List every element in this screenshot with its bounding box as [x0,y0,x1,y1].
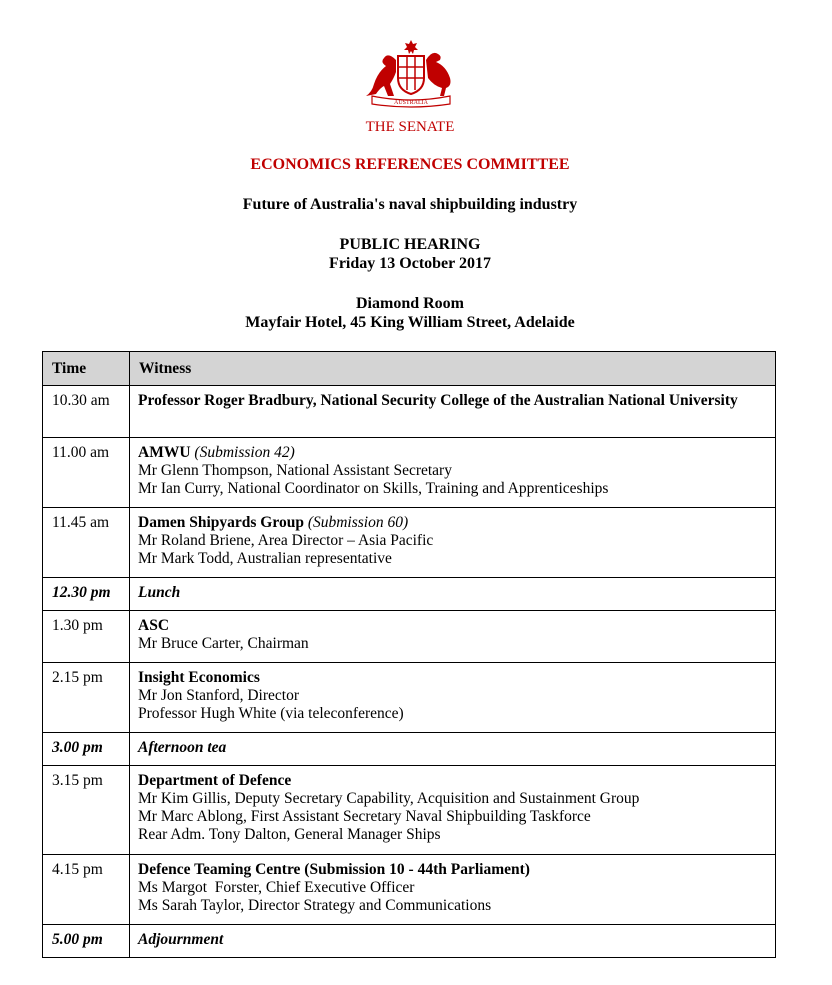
table-row [43,611,776,663]
witness-org: ASC [138,617,170,634]
table-row [43,855,776,925]
time-cell: 11.45 am [43,508,130,578]
senate-heading: THE SENATE [365,119,455,135]
submission-ref: (Submission 42) [194,444,295,461]
witness-org: Damen Shipyards Group [138,514,304,531]
witness-cell: Afternoon tea [130,733,776,766]
witness-cell: Lunch [130,578,776,611]
time-cell: 4.15 pm [43,855,130,925]
witness-person: Rear Adm. Tony Dalton, General Manager Ships [138,826,441,843]
hearing-type: PUBLIC HEARING [339,236,481,253]
inquiry-title: Future of Australia's naval shipbuilding industry [242,196,578,213]
witness-person: Ms Sarah Taylor, Director Strategy and Communications [138,897,492,914]
coat-of-arms-logo [362,38,460,108]
table-row [43,386,776,438]
witness-person: Mr Kim Gillis, Deputy Secretary Capability, Acquisition and Sustainment Group [138,790,640,807]
time-cell: 11.00 am [43,438,130,508]
witness-cell: Adjournment [130,925,776,958]
venue-room: Diamond Room [355,295,464,312]
table-row [43,578,776,611]
witness-org: Defence Teaming Centre (Submission 10 - 44th Parliament) [138,861,530,878]
witness-person: Mr Ian Curry, National Coordinator on Skills, Training and Apprenticeships [138,480,609,497]
venue-block [0,294,820,332]
crest-banner-text: AUSTRALIA [394,100,428,106]
witness-cell [130,386,776,438]
time-cell: 10.30 am [43,386,130,438]
witness-person: Mr Mark Todd, Australian representative [138,550,392,567]
witness-org: Insight Economics [138,669,260,686]
time-cell: 12.30 pm [43,578,130,611]
witness-person: Mr Glenn Thompson, National Assistant Secretary [138,462,452,479]
witness-person: Mr Jon Stanford, Director [138,687,299,704]
table-row [43,508,776,578]
witness-cell [130,663,776,733]
witness-person: Mr Marc Ablong, First Assistant Secretary Naval Shipbuilding Taskforce [138,808,591,825]
table-row [43,438,776,508]
committee-heading: ECONOMICS REFERENCES COMMITTEE [250,156,570,173]
table-row [43,733,776,766]
witness-org: Department of Defence [138,772,292,789]
witness-org: AMWU [138,444,191,461]
schedule-table [42,351,776,958]
time-cell: 1.30 pm [43,611,130,663]
witness-person: Mr Bruce Carter, Chairman [138,635,309,652]
witness-cell [130,855,776,925]
witness-org: Professor Roger Bradbury, National Security College of the Australian National University [138,392,738,409]
witness-person: Professor Hugh White (via teleconference) [138,705,404,722]
table-row [43,766,776,855]
venue-address: Mayfair Hotel, 45 King William Street, Adelaide [245,314,575,331]
hearing-block [0,235,820,273]
witness-cell [130,508,776,578]
hearing-date: Friday 13 October 2017 [329,255,491,272]
time-cell: 2.15 pm [43,663,130,733]
column-header-time: Time [43,352,130,386]
witness-cell [130,611,776,663]
time-cell: 3.15 pm [43,766,130,855]
witness-cell [130,766,776,855]
time-cell: 5.00 pm [43,925,130,958]
witness-person: Ms Margot Forster, Chief Executive Officer [138,879,415,896]
column-header-witness: Witness [130,352,776,386]
witness-person: Mr Roland Briene, Area Director – Asia Pacific [138,532,434,549]
table-row [43,663,776,733]
witness-cell [130,438,776,508]
time-cell: 3.00 pm [43,733,130,766]
table-row [43,925,776,958]
table-header-row [43,352,776,386]
submission-ref: (Submission 60) [307,514,409,531]
